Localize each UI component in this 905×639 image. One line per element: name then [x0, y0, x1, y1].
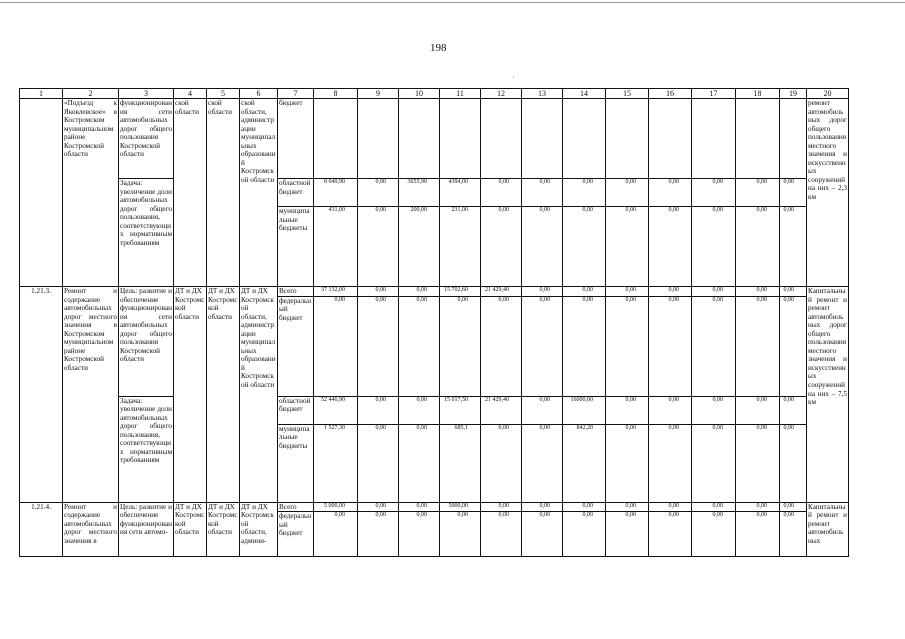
value-cell: 0,00 — [314, 512, 358, 557]
value-cell: 0,00 — [440, 512, 481, 557]
funding-source-cell: муниципальные бюджеты — [278, 207, 314, 287]
column-number-cell: 13 — [522, 89, 563, 99]
column-number-row — [20, 89, 849, 99]
value-cell: 0,00 — [399, 502, 440, 512]
value-cell: 0,00 — [649, 396, 692, 424]
measure-name-cell: Ремонт и содержание автомобильных дорог местного значения в Костромском муниципальном районе Костромской области — [63, 287, 119, 503]
value-cell: 0,00 — [692, 296, 736, 396]
column-number-cell: 4 — [174, 89, 207, 99]
value-cell: 0,00 — [780, 396, 807, 424]
value-cell: 0,00 — [563, 207, 606, 287]
value-cell: 0,00 — [358, 296, 399, 396]
column-number-cell: 6 — [240, 89, 278, 99]
value-cell: 0,00 — [440, 296, 481, 396]
value-cell: 0,00 — [780, 207, 807, 287]
column-number-cell: 14 — [563, 89, 606, 99]
funding-source-cell: федеральный бюджет — [278, 296, 314, 396]
value-cell: 0,00 — [522, 424, 563, 502]
value-cell: 0,00 — [399, 287, 440, 297]
value-cell: 8 049,90 — [314, 179, 358, 207]
column-number-cell: 8 — [314, 89, 358, 99]
value-cell: 0,00 — [780, 179, 807, 207]
value-cell: 0,00 — [780, 287, 807, 297]
value-cell: 0,00 — [481, 179, 522, 207]
value-cell: 231,00 — [440, 207, 481, 287]
value-cell: 0,00 — [358, 396, 399, 424]
task-cell: Задача: увеличение доли автомобильных дорог общего пользования, соответствующих нормативным требованиям — [119, 396, 174, 502]
table-row — [20, 99, 849, 179]
column-number-cell: 2 — [63, 89, 119, 99]
funding-source-cell: муниципальные бюджеты — [278, 424, 314, 502]
measure-code-cell — [20, 99, 63, 287]
table-row — [20, 502, 849, 512]
column-number-cell: 3 — [119, 89, 174, 99]
value-cell: 0,00 — [606, 396, 649, 424]
value-cell: 0,00 — [649, 502, 692, 512]
measure-code-cell: 1.21.4. — [20, 502, 63, 557]
value-cell: 0,00 — [692, 502, 736, 512]
funding-source-cell: бюджет — [278, 99, 314, 179]
value-cell: 0,00 — [606, 207, 649, 287]
value-cell: 0,00 — [399, 396, 440, 424]
goal-cell: функционирования сети автомобильных дорог общего пользования Костромской области — [119, 99, 174, 179]
value-cell: 0,00 — [481, 296, 522, 396]
column-number-cell: 20 — [807, 89, 849, 99]
executor-cell: ской области — [207, 99, 240, 287]
expected-result-cell: Капитальный ремонт и ремонт автомобильных дорог общего пользования местного значения и искусственных сооружений на них – 7,5 км — [807, 287, 849, 503]
value-cell: 0,00 — [314, 296, 358, 396]
value-cell: 0,00 — [692, 287, 736, 297]
value-cell: 685,1 — [440, 424, 481, 502]
column-number-cell: 16 — [649, 89, 692, 99]
coexecutor-cell: ДТ и ДХ Костромской области, админи- — [240, 502, 278, 557]
value-cell: 0,00 — [606, 512, 649, 557]
funding-source-cell: федеральный бюджет — [278, 512, 314, 557]
value-cell: 0,00 — [522, 502, 563, 512]
column-number-cell: 19 — [780, 89, 807, 99]
value-cell: 0,00 — [399, 424, 440, 502]
value-cell: 0,00 — [649, 287, 692, 297]
value-cell: 0,00 — [649, 179, 692, 207]
value-cell: 0,00 — [692, 179, 736, 207]
value-cell: 0,00 — [522, 287, 563, 297]
value-cell: 0,00 — [780, 502, 807, 512]
value-cell: 0,00 — [736, 396, 780, 424]
table-row — [20, 179, 849, 207]
measure-name-cell: Ремонт и содержание автомобильных дорог местного значения в — [63, 502, 119, 557]
column-number-cell: 15 — [606, 89, 649, 99]
column-number-cell: 11 — [440, 89, 481, 99]
value-cell: 0,00 — [358, 512, 399, 557]
value-cell: 0,00 — [606, 179, 649, 207]
customer-cell: ской области — [174, 99, 207, 287]
value-cell: 842,20 — [563, 424, 606, 502]
page-number: 198 — [430, 42, 447, 54]
value-cell: 0,00 — [522, 512, 563, 557]
value-cell: 0,00 — [606, 296, 649, 396]
value-cell: 0,00 — [736, 424, 780, 502]
coexecutor-cell: ДТ и ДХ Костромской области, администрации муниципальных образований Костромской области — [240, 287, 278, 503]
value-cell: 0,00 — [358, 179, 399, 207]
value-cell: 0,00 — [358, 207, 399, 287]
column-number-cell: 18 — [736, 89, 780, 99]
value-cell: 15 017,50 — [440, 396, 481, 424]
value-cell: 0,00 — [649, 207, 692, 287]
value-cell: 0,00 — [563, 512, 606, 557]
value-cell: 16000,00 — [563, 396, 606, 424]
value-cell: 0,00 — [736, 179, 780, 207]
value-cell: 0,00 — [399, 296, 440, 396]
executor-cell: ДТ и ДХ Костромской области — [207, 287, 240, 503]
value-cell: 0,00 — [522, 396, 563, 424]
value-cell: 37 132,00 — [314, 287, 358, 297]
scan-speck: · — [512, 73, 515, 82]
goal-cell: Цель: развитие и обеспечение функционирования сети автомо- — [119, 502, 174, 557]
value-cell: 0,00 — [606, 287, 649, 297]
measure-name-cell: «Подъезд к Яковлевское» в Костромском муниципальном районе Костромской области — [63, 99, 119, 287]
value-cell: 0,00 — [481, 424, 522, 502]
value-cell: 15 702,60 — [440, 287, 481, 297]
column-number-cell: 5 — [207, 89, 240, 99]
value-cell: 0,00 — [563, 296, 606, 396]
expected-result-cell: ремонт автомобильных дорог общего пользования местного значения и искусственных сооружений на них – 2,3 км — [807, 99, 849, 287]
task-cell: Задача: увеличение доли автомобильных дорог общего пользования, соответствующих нормативным требованиям — [119, 179, 174, 287]
scan-top-edge — [0, 2, 905, 3]
value-cell: 0,00 — [780, 296, 807, 396]
value-cell: 0,00 — [522, 207, 563, 287]
value-cell: 0,00 — [736, 287, 780, 297]
column-number-cell: 10 — [399, 89, 440, 99]
funding-source-cell: Всего — [278, 287, 314, 297]
value-cell: 0,00 — [481, 512, 522, 557]
value-cell: 0,00 — [606, 502, 649, 512]
value-cell: 0,00 — [692, 396, 736, 424]
value-cell: 0,00 — [780, 424, 807, 502]
value-cell: 0,00 — [780, 512, 807, 557]
expected-result-cell: Капитальный ремонт и ремонт автомобильных — [807, 502, 849, 557]
value-cell: 0,00 — [649, 424, 692, 502]
program-table — [19, 88, 849, 557]
measure-code-cell: 1.21.3. — [20, 287, 63, 503]
executor-cell: ДТ и ДХ Костромской области — [207, 502, 240, 557]
value-cell: 3655,90 — [399, 179, 440, 207]
value-cell: 0,00 — [736, 207, 780, 287]
table-row — [20, 396, 849, 424]
value-cell: 5 000,00 — [314, 502, 358, 512]
value-cell: 0,00 — [736, 296, 780, 396]
value-cell: 0,00 — [358, 424, 399, 502]
value-cell: 200,00 — [399, 207, 440, 287]
value-cell: 0,00 — [649, 296, 692, 396]
coexecutor-cell: ской области, администрации муниципальных образований Костромской области — [240, 99, 278, 287]
value-cell: 0,00 — [736, 502, 780, 512]
value-cell: 0,00 — [692, 512, 736, 557]
customer-cell: ДТ и ДХ Костромской области — [174, 287, 207, 503]
value-cell: 0,00 — [692, 424, 736, 502]
value-cell: 4394,00 — [440, 179, 481, 207]
value-cell: 0,00 — [522, 179, 563, 207]
value-cell: 5000,00 — [440, 502, 481, 512]
value-cell: 0,00 — [399, 512, 440, 557]
value-cell: 0,00 — [563, 179, 606, 207]
value-cell: 52 446,90 — [314, 396, 358, 424]
table-row — [20, 287, 849, 297]
value-cell: 0,00 — [563, 502, 606, 512]
customer-cell: ДТ и ДХ Костромской области — [174, 502, 207, 557]
funding-source-cell: областной бюджет — [278, 396, 314, 424]
goal-cell: Цель: развитие и обеспечение функционирования сети автомобильных дорог общего пользования Костромской области — [119, 287, 174, 397]
value-cell: 0,00 — [481, 207, 522, 287]
funding-source-cell: областной бюджет — [278, 179, 314, 207]
value-cell: 431,00 — [314, 207, 358, 287]
value-cell: 1 527,30 — [314, 424, 358, 502]
funding-source-cell: Всего — [278, 502, 314, 512]
column-number-cell: 9 — [358, 89, 399, 99]
value-cell: 0,00 — [692, 207, 736, 287]
value-cell: 21 429,40 — [481, 287, 522, 297]
column-number-cell: 7 — [278, 89, 314, 99]
value-cell: 0,00 — [481, 502, 522, 512]
value-cell: 0,00 — [522, 296, 563, 396]
value-cell: 0,00 — [649, 512, 692, 557]
value-cell: 0,00 — [358, 502, 399, 512]
value-cell: 0,00 — [358, 287, 399, 297]
value-cell: 0,00 — [736, 512, 780, 557]
column-number-cell: 17 — [692, 89, 736, 99]
value-cell: 0,00 — [563, 287, 606, 297]
value-cell: 0,00 — [606, 424, 649, 502]
value-cell: 21 429,40 — [481, 396, 522, 424]
column-number-cell: 1 — [20, 89, 63, 99]
column-number-cell: 12 — [481, 89, 522, 99]
